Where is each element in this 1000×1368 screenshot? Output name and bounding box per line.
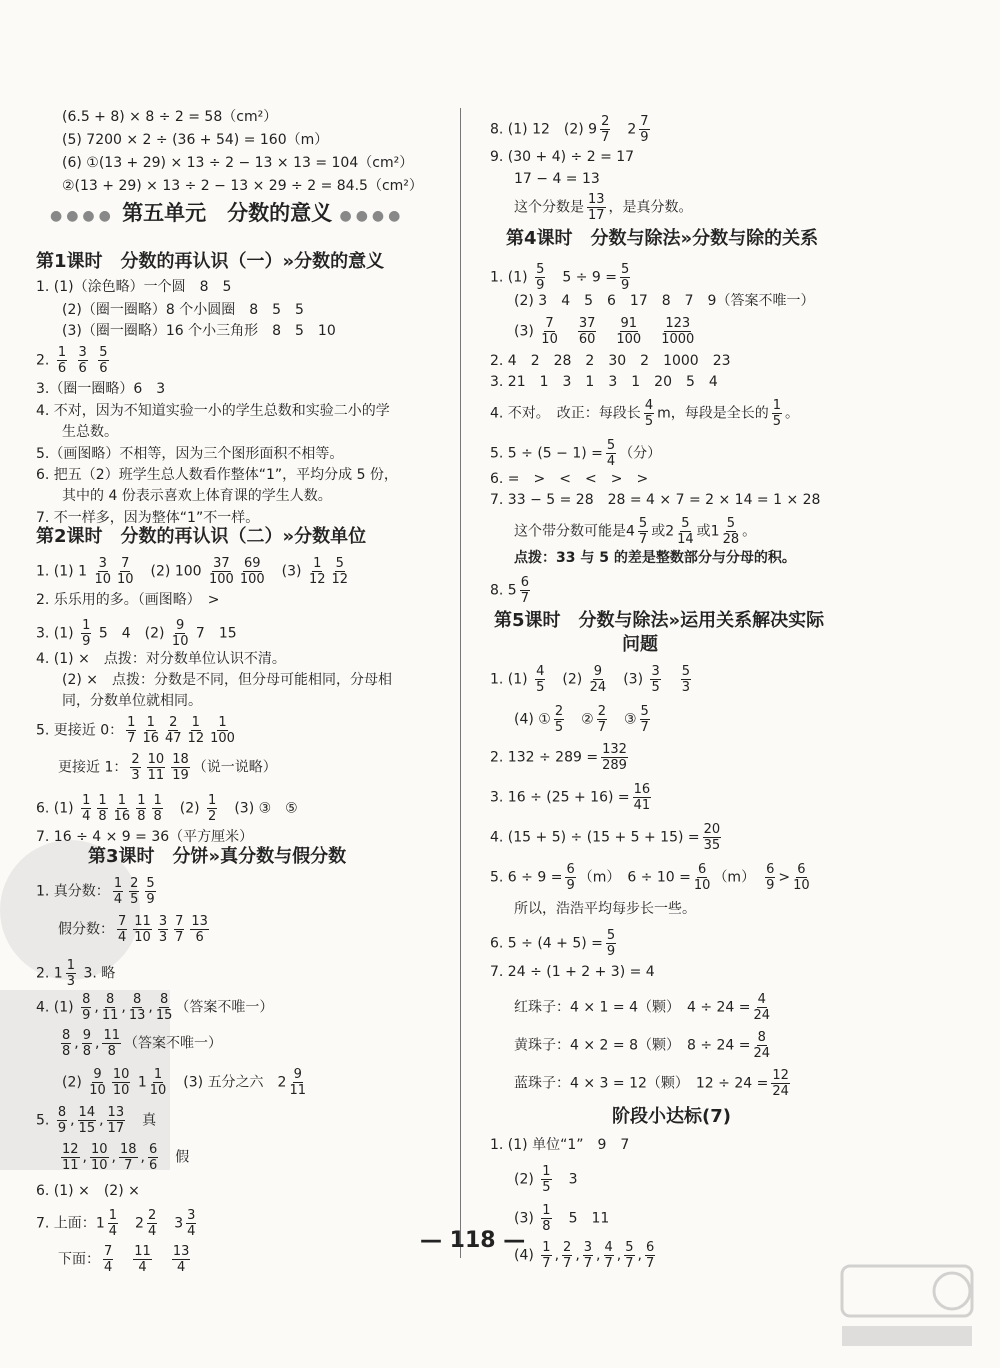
answer-line: (3) $\frac{7}{10}$ $\frac{37}{60}$ $\frac{91}{100}$ $\frac{123}{1000}$ — [514, 316, 695, 347]
answer-line: 5. $\frac{8}{9}$ , $\frac{14}{15}$ , $\frac{13}{17}$ 真 — [36, 1105, 157, 1136]
answer-line: 3. 21 1 3 1 3 1 20 5 4 — [490, 374, 718, 390]
answer-line: 红珠子：4 × 1 = 4（颗） 4 ÷ 24 = $\frac{4}{24}$ — [514, 992, 771, 1023]
text-line: ②(13 + 29) × 13 ÷ 2 − 13 × 29 ÷ 2 = 84.5（cm²） — [62, 178, 423, 194]
text-line: (6) ①(13 + 29) × 13 ÷ 2 − 13 × 13 = 104（cm²） — [62, 155, 414, 171]
answer-line: 7. 24 ÷ (1 + 2 + 3) = 4 — [490, 964, 655, 980]
answer-line: 其中的 4 份表示喜欢上体育课的学生人数。 — [62, 488, 332, 504]
unit-title: ●●●● 第五单元 分数的意义 ●●●● — [50, 201, 405, 225]
answer-line: 5. 更接近 0： $\frac{1}{7}$ $\frac{1}{16}$ $\frac{2}{47}$ $\frac{1}{12}$ $\frac{1}{100}$ — [36, 715, 235, 746]
answer-line: 下面： $\frac{7}{4}$ $\frac{11}{4}$ $\frac{13}{4}$ — [58, 1244, 190, 1275]
answer-line: 4. (1) $\frac{8}{9}$ , $\frac{8}{11}$ , $\frac{8}{13}$ , $\frac{8}{15}$ （答案不唯一） — [36, 992, 274, 1023]
answer-line: 8. 5 $\frac{6}{7}$ — [490, 575, 529, 606]
answer-line: (4) $\frac{1}{7}$ , $\frac{2}{7}$ , $\frac{3}{7}$ , $\frac{4}{7}$ , $\frac{5}{7}$ , $\frac{6}{7}$ — [514, 1240, 655, 1271]
answer-line: 1. (1) 1 $\frac{3}{10}$ $\frac{7}{10}$ (2) 100 $\frac{37}{100}$ $\frac{69}{100}$ (3) $\frac{1}{12}$ $\frac{5}{12}$ — [36, 556, 349, 587]
answer-line: 假分数： $\frac{7}{4}$ $\frac{11}{10}$ $\frac{3}{3}$ $\frac{7}{7}$ $\frac{13}{6}$ — [58, 914, 208, 945]
answer-line: 1. (1) $\frac{5}{9}$ 5 ÷ 9 = $\frac{5}{9}$ — [490, 262, 630, 293]
section-heading: 第5课时 分数与除法»运用关系解决实际 — [494, 610, 825, 631]
answer-line: (2) × 点拨：分数是不同，但分母可能相同，分母相 — [62, 672, 393, 688]
section-heading: 阶段小达标(7) — [612, 1106, 731, 1127]
answer-line: 2. 4 2 28 2 30 2 1000 23 — [490, 353, 731, 369]
answer-line: 7. 33 − 5 = 28 28 = 4 × 7 = 2 × 14 = 1 × 28 — [490, 492, 821, 508]
answer-line: 6. = > < < > > — [490, 471, 649, 487]
answer-line: 同，分数单位就相同。 — [62, 693, 202, 709]
answer-line: 2. 132 ÷ 289 = $\frac{132}{289}$ — [490, 742, 627, 773]
section-heading: 第1课时 分数的再认识（一）»分数的意义 — [36, 251, 385, 272]
answer-line: 5. 5 ÷ (5 − 1) = $\frac{5}{4}$ （分） — [490, 438, 662, 469]
answer-line: (3) $\frac{1}{8}$ 5 11 — [514, 1203, 610, 1234]
answer-line: 5. 6 ÷ 9 = $\frac{6}{9}$ （m） 6 ÷ 10 = $\frac{6}{10}$ （m） $\frac{6}{9}$ > $\frac{6}{10}$ — [490, 862, 810, 893]
text-line: (5) 7200 × 2 ÷ (36 + 54) = 160（m） — [62, 132, 329, 148]
answer-line: 8. (1) 12 (2) 9 $\frac{2}{7}$ 2 $\frac{7}{9}$ — [490, 114, 649, 145]
answer-line: (3)（圈一圈略）16 个小三角形 8 5 10 — [62, 323, 336, 339]
column-divider — [460, 108, 461, 1258]
answer-line: 4. 不对，因为不知道实验一小的学生总数和实验二小的学 — [36, 403, 390, 419]
section-heading: 第4课时 分数与除法»分数与除的关系 — [506, 228, 819, 249]
section-heading: 问题 — [622, 634, 658, 655]
answer-line: (2)（圈一圈略）8 个小圆圈 8 5 5 — [62, 302, 304, 318]
answer-line: (4) ① $\frac{2}{5}$ ② $\frac{2}{7}$ ③ $\frac{5}{7}$ — [514, 704, 649, 735]
answer-line: 1. (1) $\frac{4}{5}$ (2) $\frac{9}{24}$ (3) $\frac{3}{5}$ $\frac{5}{3}$ — [490, 664, 691, 695]
answer-line: 4. (1) × 点拨：对分数单位认识不清。 — [36, 651, 286, 667]
answer-line: 7. 16 ÷ 4 × 9 = 36（平方厘米） — [36, 829, 254, 845]
answer-line: 3. (1) $\frac{1}{9}$ 5 4 (2) $\frac{9}{10}$ 7 15 — [36, 618, 237, 649]
answer-line: 6. 把五（2）班学生总人数看作整体“1”，平均分成 5 份， — [36, 467, 398, 483]
page-number: — 118 — — [420, 1228, 526, 1253]
answer-line: 1. 真分数： $\frac{1}{4}$ $\frac{2}{5}$ $\frac{5}{9}$ — [36, 876, 155, 907]
answer-line: 2. $\frac{1}{6}$ $\frac{3}{6}$ $\frac{5}{6}$ — [36, 345, 108, 376]
answer-line: 所以，浩浩平均每步长一些。 — [514, 901, 696, 917]
answer-line: (2) $\frac{1}{5}$ 3 — [514, 1164, 578, 1195]
section-heading: 第3课时 分饼»真分数与假分数 — [88, 846, 347, 867]
text-line: (6.5 + 8) × 8 ÷ 2 = 58（cm²） — [62, 109, 278, 125]
answer-line: 这个分数是 $\frac{13}{17}$ ，是真分数。 — [514, 192, 693, 223]
answer-line: 2. 1 $\frac{1}{3}$ 3. 略 — [36, 958, 116, 989]
answer-line: $\frac{8}{8}$ , $\frac{9}{8}$ , $\frac{11}{8}$ （答案不唯一） — [62, 1028, 223, 1059]
answer-line: 9. (30 + 4) ÷ 2 = 17 — [490, 149, 635, 165]
answer-line: 6. (1) $\frac{1}{4}$ $\frac{1}{8}$ $\frac{1}{16}$ $\frac{1}{8}$ $\frac{1}{8}$ (2) $\frac{1}{2}$ (3) ③ ⑤ — [36, 793, 298, 824]
answer-line: 4. (15 + 5) ÷ (15 + 5 + 15) = $\frac{20}{35}$ — [490, 822, 721, 853]
answer-line: 1. (1)（涂色略）一个圆 8 5 — [36, 279, 232, 295]
answer-line: 生总数。 — [62, 424, 118, 440]
answer-line: (2) $\frac{9}{10}$ $\frac{10}{10}$ 1 $\frac{1}{10}$ (3) 五分之六 2 $\frac{9}{11}$ — [62, 1067, 307, 1098]
section-heading: 第2课时 分数的再认识（二）»分数单位 — [36, 526, 367, 547]
answer-line: 黄珠子：4 × 2 = 8（颗） 8 ÷ 24 = $\frac{8}{24}$ — [514, 1030, 771, 1061]
answer-line: 6. 5 ÷ (4 + 5) = $\frac{5}{9}$ — [490, 928, 616, 959]
answer-line: 1. (1) 单位“1” 9 7 — [490, 1137, 630, 1153]
answer-line: 更接近 1： $\frac{2}{3}$ $\frac{10}{11}$ $\frac{18}{19}$ （说一说略） — [58, 752, 277, 783]
answer-line: 2. 乐乐用的多。（画图略） > — [36, 592, 220, 608]
answer-line: 3.（圈一圈略）6 3 — [36, 381, 166, 397]
decor-dots-icon: ●●●● — [50, 208, 115, 224]
answer-line: 5.（画图略）不相等，因为三个图形面积不相等。 — [36, 446, 344, 462]
answer-line: 17 − 4 = 13 — [514, 171, 600, 187]
answer-line: 6. (1) × (2) × — [36, 1183, 140, 1199]
watermark-logo — [832, 1256, 982, 1356]
answer-line: 7. 上面：1 $\frac{1}{4}$ 2 $\frac{2}{4}$ 3 $\frac{3}{4}$ — [36, 1208, 196, 1239]
answer-line: 3. 16 ÷ (25 + 16) = $\frac{16}{41}$ — [490, 782, 651, 813]
answer-line: 蓝珠子：4 × 3 = 12（颗） 12 ÷ 24 = $\frac{12}{24}$ — [514, 1068, 789, 1099]
answer-line: 点拨：33 与 5 的差是整数部分与分母的积。 — [514, 550, 796, 566]
answer-line: 7. 不一样多，因为整体“1”不一样。 — [36, 510, 260, 526]
answer-line: 这个带分数可能是4 $\frac{5}{7}$ 或2 $\frac{5}{14}$ 或1 $\frac{5}{28}$ 。 — [514, 516, 757, 547]
decor-dots-icon: ●●●● — [339, 208, 405, 224]
answer-line: $\frac{12}{11}$ , $\frac{10}{10}$ , $\frac{18}{7}$ , $\frac{6}{6}$ 假 — [62, 1142, 190, 1173]
answer-line: 4. 不对。 改正：每段长 $\frac{4}{5}$ m，每段是全长的 $\frac{1}{5}$ 。 — [490, 398, 800, 429]
answer-line: (2) 3 4 5 6 17 8 7 9（答案不唯一） — [514, 293, 815, 309]
